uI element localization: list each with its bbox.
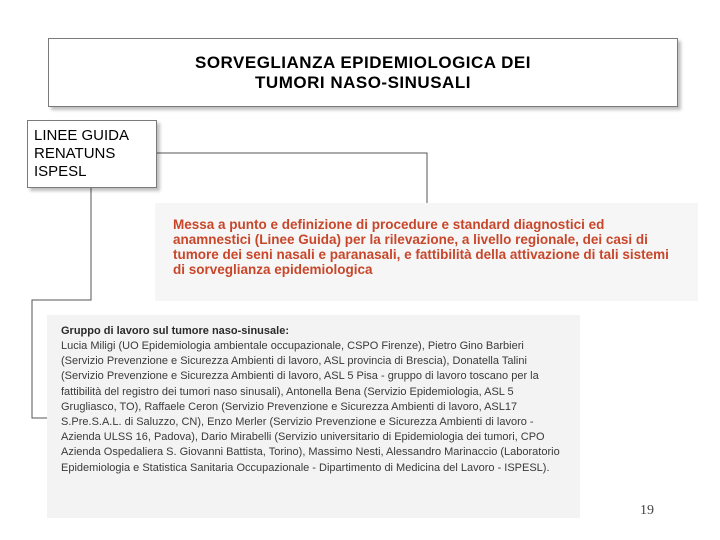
title-line-1: SORVEGLIANZA EPIDEMIOLOGICA DEI [194,52,531,72]
working-group-heading: Gruppo di lavoro sul tumore naso-sinusale: [61,325,289,337]
objective-excerpt [155,203,698,301]
label-line-3: ISPESL [34,163,87,180]
label-line-1: LINEE GUIDA [34,127,130,144]
connector-to-objective [157,153,427,203]
guidelines-label-box [27,120,157,188]
working-group-members: Lucia Miligi (UO Epidemiologia ambientale occupazionale, CSPO Firenze), Pietro Gino Barbieri (Servizio Prevenzione e Sicurezza Ambienti di lavoro, ASL provincia di Brescia), Donatella Talini (Servizio Prevenzione e Sicurezza Ambienti di lavoro, ASL 5 Pisa - gruppo di lavoro toscano per la fattibilità del registro dei tumori naso sinusali), Antonella Bena (Servizio Epidemiologia, ASL 5 Grugliasco, TO), Raffaele Ceron (Servizio Prevenzione e Sicurezza Ambienti di lavoro, ASL17 S.Pre.S.A.L. di Saluzzo, CN), Enzo Merler (Servizio Prevenzione e Sicurezza Ambienti di lavoro - Azienda ULSS 16, Padova), Dario Mirabelli (Servizio universitario di Epidemiologia dei tumori, CPO Azienda Ospedaliera S. Giovanni Battista, Torino), Massimo Nesti, Alessandro Marinaccio (Laboratorio Epidemiologia e Statistica Sanitaria Occupazionale - Dipartimento di Medicina del Lavoro - ISPESL). [61,340,560,474]
working-group-excerpt [47,315,580,518]
page-title [195,53,531,93]
label-line-2: RENATUNS [34,145,116,162]
objective-text: Messa a punto e definizione di procedure e standard diagnostici ed anamnestici (Linee Guida) per la rilevazione, a livello regionale, dei casi di tumore dei seni nasali e paranasali, e fattibilità della attivazione di tali sistemi di sorveglianza epidemiologica [173,217,669,277]
page-number: 19 [640,503,654,518]
title-box [48,38,678,107]
title-line-2: TUMORI NASO-SINUSALI [255,72,471,92]
